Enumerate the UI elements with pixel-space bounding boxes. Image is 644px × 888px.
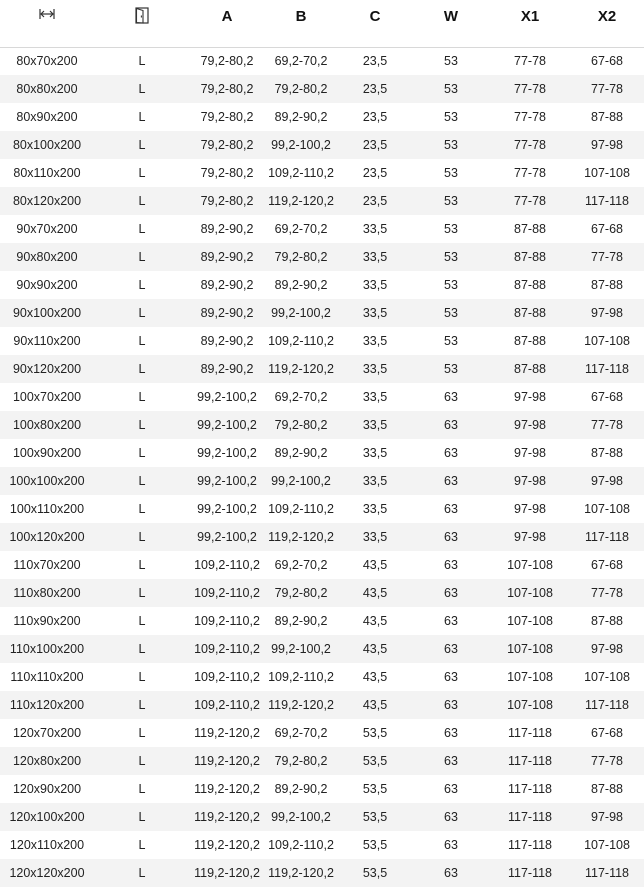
x2-cell: 107-108 (584, 334, 630, 348)
opening-cell: L (138, 810, 146, 824)
b-cell: 99,2-100,2 (271, 306, 331, 320)
c-cell: 43,5 (362, 642, 388, 656)
a-cell: 89,2-90,2 (200, 306, 254, 320)
table-row (0, 859, 644, 887)
table-row (0, 495, 644, 523)
x1-cell: 77-78 (514, 194, 546, 208)
x1-cell: 87-88 (514, 222, 546, 236)
x2-cell: 87-88 (591, 278, 623, 292)
opening-cell: L (138, 418, 146, 432)
c-cell: 33,5 (362, 306, 388, 320)
c-cell: 33,5 (362, 250, 388, 264)
b-cell: 69,2-70,2 (274, 558, 328, 572)
a-cell: 109,2-110,2 (194, 558, 260, 572)
x1-cell: 107-108 (507, 698, 553, 712)
size-cell: 90x90x200 (16, 278, 78, 292)
c-cell: 23,5 (362, 110, 388, 124)
a-cell: 79,2-80,2 (200, 138, 254, 152)
a-cell: 119,2-120,2 (194, 754, 260, 768)
table-row (0, 747, 644, 775)
a-cell: 89,2-90,2 (200, 334, 254, 348)
opening-cell: L (138, 474, 146, 488)
w-cell: 53 (444, 250, 458, 264)
a-cell: 109,2-110,2 (194, 670, 260, 684)
x1-cell: 97-98 (514, 446, 546, 460)
x1-cell: 117-118 (507, 810, 553, 824)
w-cell: 63 (444, 754, 458, 768)
x2-cell: 77-78 (591, 586, 623, 600)
a-cell: 79,2-80,2 (200, 166, 254, 180)
b-cell: 89,2-90,2 (274, 446, 328, 460)
w-cell: 63 (444, 726, 458, 740)
x2-cell: 117-118 (584, 866, 630, 880)
b-cell: 69,2-70,2 (274, 726, 328, 740)
a-cell: 109,2-110,2 (194, 698, 260, 712)
b-cell: 69,2-70,2 (274, 222, 328, 236)
x2-cell: 97-98 (591, 474, 623, 488)
opening-cell: L (138, 530, 146, 544)
opening-cell: L (138, 250, 146, 264)
c-cell: 23,5 (362, 166, 388, 180)
table-row (0, 467, 644, 495)
x2-cell: 117-118 (584, 194, 630, 208)
opening-cell: L (138, 838, 146, 852)
w-cell: 53 (444, 334, 458, 348)
table-row (0, 243, 644, 271)
c-cell: 23,5 (362, 82, 388, 96)
opening-cell: L (138, 866, 146, 880)
w-cell: 53 (444, 82, 458, 96)
x2-cell: 87-88 (591, 614, 623, 628)
opening-cell: L (138, 138, 146, 152)
header-row (0, 0, 644, 47)
opening-cell: L (138, 586, 146, 600)
a-cell: 109,2-110,2 (194, 614, 260, 628)
x1-cell: 87-88 (514, 334, 546, 348)
c-cell: 33,5 (362, 502, 388, 516)
w-cell: 53 (444, 278, 458, 292)
table-row (0, 47, 644, 75)
a-cell: 79,2-80,2 (200, 54, 254, 69)
b-cell: 119,2-120,2 (268, 866, 334, 880)
c-cell: 33,5 (362, 278, 388, 292)
header-x1: X1 (520, 8, 540, 25)
x2-cell: 117-118 (584, 530, 630, 544)
b-cell: 109,2-110,2 (268, 838, 334, 852)
a-cell: 99,2-100,2 (197, 530, 257, 544)
b-cell: 119,2-120,2 (268, 530, 334, 544)
a-cell: 119,2-120,2 (194, 782, 260, 796)
x1-cell: 97-98 (514, 418, 546, 432)
opening-cell: L (138, 614, 146, 628)
opening-cell: L (138, 306, 146, 320)
table-row (0, 327, 644, 355)
size-cell: 90x120x200 (12, 362, 82, 376)
size-cell: 120x90x200 (12, 782, 82, 796)
size-cell: 100x80x200 (12, 418, 82, 432)
size-cell: 120x120x200 (9, 866, 85, 880)
table-row (0, 579, 644, 607)
size-cell: 90x110x200 (13, 334, 81, 348)
x1-cell: 97-98 (514, 502, 546, 516)
table-row (0, 691, 644, 719)
a-cell: 99,2-100,2 (197, 418, 257, 432)
b-cell: 119,2-120,2 (268, 194, 334, 208)
x2-cell: 97-98 (591, 306, 623, 320)
size-cell: 80x100x200 (12, 138, 82, 152)
table-header (0, 0, 644, 47)
x1-cell: 107-108 (507, 614, 553, 628)
x2-cell: 97-98 (591, 642, 623, 656)
opening-cell: L (138, 222, 146, 236)
c-cell: 33,5 (362, 474, 388, 488)
x1-cell: 77-78 (514, 54, 546, 69)
b-cell: 99,2-100,2 (271, 642, 331, 656)
header-size (0, 0, 94, 47)
w-cell: 53 (444, 222, 458, 236)
a-cell: 99,2-100,2 (197, 446, 257, 460)
table-row (0, 719, 644, 747)
w-cell: 63 (444, 390, 458, 404)
table-row (0, 663, 644, 691)
b-cell: 99,2-100,2 (271, 810, 331, 824)
table-row (0, 551, 644, 579)
size-cell: 100x90x200 (12, 446, 82, 460)
header-b: B (295, 8, 307, 25)
w-cell: 63 (444, 446, 458, 460)
table-row (0, 103, 644, 131)
c-cell: 53,5 (362, 866, 388, 880)
size-cell: 110x80x200 (13, 586, 81, 600)
table-row (0, 607, 644, 635)
x2-cell: 97-98 (591, 810, 623, 824)
c-cell: 43,5 (362, 670, 388, 684)
c-cell: 23,5 (362, 54, 388, 69)
w-cell: 63 (444, 810, 458, 824)
c-cell: 53,5 (362, 782, 388, 796)
table-row (0, 831, 644, 859)
size-cell: 90x100x200 (12, 306, 82, 320)
size-cell: 80x110x200 (13, 166, 81, 180)
x2-cell: 87-88 (591, 446, 623, 460)
size-cell: 100x110x200 (9, 502, 85, 516)
x1-cell: 97-98 (514, 530, 546, 544)
x2-cell: 67-68 (591, 390, 623, 404)
size-cell: 80x90x200 (16, 110, 78, 124)
x1-cell: 107-108 (507, 558, 553, 572)
table-row (0, 803, 644, 831)
w-cell: 63 (444, 474, 458, 488)
x1-cell: 117-118 (507, 726, 553, 740)
table-row (0, 635, 644, 663)
opening-cell: L (138, 278, 146, 292)
a-cell: 79,2-80,2 (200, 194, 254, 208)
size-cell: 110x70x200 (13, 558, 81, 572)
x1-cell: 77-78 (514, 82, 546, 96)
size-cell: 100x70x200 (12, 390, 82, 404)
c-cell: 33,5 (362, 446, 388, 460)
b-cell: 79,2-80,2 (274, 250, 328, 264)
x1-cell: 97-98 (514, 390, 546, 404)
table-row (0, 775, 644, 803)
w-cell: 53 (444, 194, 458, 208)
opening-cell: L (138, 362, 146, 376)
c-cell: 33,5 (362, 530, 388, 544)
b-cell: 109,2-110,2 (268, 334, 334, 348)
size-cell: 110x120x200 (9, 698, 85, 712)
table-row (0, 271, 644, 299)
b-cell: 109,2-110,2 (268, 166, 334, 180)
table-row (0, 75, 644, 103)
table-row (0, 159, 644, 187)
x2-cell: 77-78 (591, 754, 623, 768)
a-cell: 79,2-80,2 (200, 82, 254, 96)
w-cell: 63 (444, 558, 458, 572)
x1-cell: 117-118 (507, 782, 553, 796)
size-cell: 90x70x200 (16, 222, 78, 236)
a-cell: 99,2-100,2 (197, 474, 257, 488)
a-cell: 89,2-90,2 (200, 278, 254, 292)
opening-cell: L (138, 334, 146, 348)
x2-cell: 107-108 (584, 838, 630, 852)
w-cell: 63 (444, 866, 458, 880)
c-cell: 33,5 (362, 362, 388, 376)
a-cell: 89,2-90,2 (200, 222, 254, 236)
door-icon (135, 7, 149, 28)
opening-cell: L (138, 726, 146, 740)
table-row (0, 187, 644, 215)
x1-cell: 107-108 (507, 586, 553, 600)
a-cell: 89,2-90,2 (200, 362, 254, 376)
b-cell: 119,2-120,2 (268, 698, 334, 712)
opening-cell: L (138, 670, 146, 684)
w-cell: 63 (444, 642, 458, 656)
b-cell: 89,2-90,2 (274, 278, 328, 292)
c-cell: 53,5 (362, 754, 388, 768)
table-row (0, 355, 644, 383)
a-cell: 119,2-120,2 (194, 866, 260, 880)
x1-cell: 87-88 (514, 250, 546, 264)
width-arrows-icon (39, 7, 55, 24)
x1-cell: 117-118 (507, 866, 553, 880)
x1-cell: 77-78 (514, 110, 546, 124)
size-cell: 100x100x200 (9, 474, 85, 488)
size-cell: 80x120x200 (12, 194, 82, 208)
a-cell: 79,2-80,2 (200, 110, 254, 124)
a-cell: 109,2-110,2 (194, 586, 260, 600)
x2-cell: 77-78 (591, 418, 623, 432)
x1-cell: 77-78 (514, 138, 546, 152)
opening-cell: L (138, 698, 146, 712)
w-cell: 53 (444, 138, 458, 152)
header-a: A (221, 8, 233, 25)
size-cell: 120x70x200 (12, 726, 82, 740)
x2-cell: 77-78 (591, 250, 623, 264)
size-cell: 110x100x200 (9, 642, 85, 656)
header-w: W (443, 8, 459, 25)
b-cell: 119,2-120,2 (268, 362, 334, 376)
c-cell: 53,5 (362, 810, 388, 824)
table-body (0, 47, 644, 887)
w-cell: 63 (444, 418, 458, 432)
b-cell: 79,2-80,2 (274, 586, 328, 600)
opening-cell: L (138, 754, 146, 768)
table-row (0, 411, 644, 439)
w-cell: 53 (444, 54, 458, 69)
a-cell: 99,2-100,2 (197, 390, 257, 404)
b-cell: 69,2-70,2 (274, 54, 328, 69)
b-cell: 89,2-90,2 (274, 110, 328, 124)
table-row (0, 131, 644, 159)
c-cell: 23,5 (362, 194, 388, 208)
opening-cell: L (138, 642, 146, 656)
opening-cell: L (138, 782, 146, 796)
w-cell: 63 (444, 670, 458, 684)
size-cell: 100x120x200 (9, 530, 85, 544)
size-cell: 110x90x200 (13, 614, 81, 628)
opening-cell: L (138, 502, 146, 516)
w-cell: 53 (444, 166, 458, 180)
header-c: C (369, 8, 381, 25)
x2-cell: 117-118 (584, 698, 630, 712)
x2-cell: 67-68 (591, 54, 623, 69)
a-cell: 119,2-120,2 (194, 726, 260, 740)
table-row (0, 383, 644, 411)
a-cell: 119,2-120,2 (194, 810, 260, 824)
x2-cell: 117-118 (584, 362, 630, 376)
x1-cell: 97-98 (514, 474, 546, 488)
x2-cell: 97-98 (591, 138, 623, 152)
c-cell: 43,5 (362, 614, 388, 628)
size-cell: 120x100x200 (9, 810, 85, 824)
x2-cell: 87-88 (591, 782, 623, 796)
x1-cell: 107-108 (507, 670, 553, 684)
w-cell: 63 (444, 614, 458, 628)
table-row (0, 439, 644, 467)
x2-cell: 77-78 (591, 82, 623, 96)
x1-cell: 87-88 (514, 278, 546, 292)
c-cell: 53,5 (362, 838, 388, 852)
opening-cell: L (138, 54, 146, 69)
c-cell: 33,5 (362, 418, 388, 432)
table-row (0, 523, 644, 551)
b-cell: 109,2-110,2 (268, 670, 334, 684)
c-cell: 33,5 (362, 334, 388, 348)
x2-cell: 107-108 (584, 166, 630, 180)
a-cell: 89,2-90,2 (200, 250, 254, 264)
x2-cell: 67-68 (591, 222, 623, 236)
opening-cell: L (138, 558, 146, 572)
size-cell: 80x70x200 (16, 54, 78, 69)
b-cell: 69,2-70,2 (274, 390, 328, 404)
w-cell: 53 (444, 362, 458, 376)
b-cell: 99,2-100,2 (271, 138, 331, 152)
opening-cell: L (138, 166, 146, 180)
w-cell: 63 (444, 782, 458, 796)
header-door (94, 0, 190, 47)
b-cell: 79,2-80,2 (274, 754, 328, 768)
x1-cell: 117-118 (507, 838, 553, 852)
c-cell: 23,5 (362, 138, 388, 152)
b-cell: 79,2-80,2 (274, 82, 328, 96)
c-cell: 53,5 (362, 726, 388, 740)
x1-cell: 87-88 (514, 362, 546, 376)
c-cell: 33,5 (362, 390, 388, 404)
x1-cell: 77-78 (514, 166, 546, 180)
b-cell: 109,2-110,2 (268, 502, 334, 516)
w-cell: 53 (444, 306, 458, 320)
x2-cell: 67-68 (591, 558, 623, 572)
size-cell: 120x80x200 (12, 754, 82, 768)
c-cell: 43,5 (362, 586, 388, 600)
header-x2: X2 (597, 8, 617, 25)
opening-cell: L (138, 446, 146, 460)
w-cell: 63 (444, 530, 458, 544)
x2-cell: 107-108 (584, 670, 630, 684)
b-cell: 89,2-90,2 (274, 782, 328, 796)
opening-cell: L (138, 82, 146, 96)
a-cell: 119,2-120,2 (194, 838, 260, 852)
w-cell: 63 (444, 838, 458, 852)
w-cell: 63 (444, 698, 458, 712)
b-cell: 99,2-100,2 (271, 474, 331, 488)
x2-cell: 67-68 (591, 726, 623, 740)
opening-cell: L (138, 110, 146, 124)
w-cell: 63 (444, 586, 458, 600)
x2-cell: 107-108 (584, 502, 630, 516)
size-cell: 120x110x200 (9, 838, 85, 852)
table-row (0, 299, 644, 327)
size-cell: 80x80x200 (16, 82, 78, 96)
c-cell: 43,5 (362, 558, 388, 572)
x1-cell: 107-108 (507, 642, 553, 656)
opening-cell: L (138, 390, 146, 404)
a-cell: 109,2-110,2 (194, 642, 260, 656)
w-cell: 53 (444, 110, 458, 124)
c-cell: 33,5 (362, 222, 388, 236)
size-cell: 110x110x200 (10, 670, 84, 684)
c-cell: 43,5 (362, 698, 388, 712)
size-cell: 90x80x200 (16, 250, 78, 264)
opening-cell: L (138, 194, 146, 208)
w-cell: 63 (444, 502, 458, 516)
a-cell: 99,2-100,2 (197, 502, 257, 516)
b-cell: 89,2-90,2 (274, 614, 328, 628)
x2-cell: 87-88 (591, 110, 623, 124)
x1-cell: 117-118 (507, 754, 553, 768)
x1-cell: 87-88 (514, 306, 546, 320)
table-row (0, 215, 644, 243)
b-cell: 79,2-80,2 (274, 418, 328, 432)
